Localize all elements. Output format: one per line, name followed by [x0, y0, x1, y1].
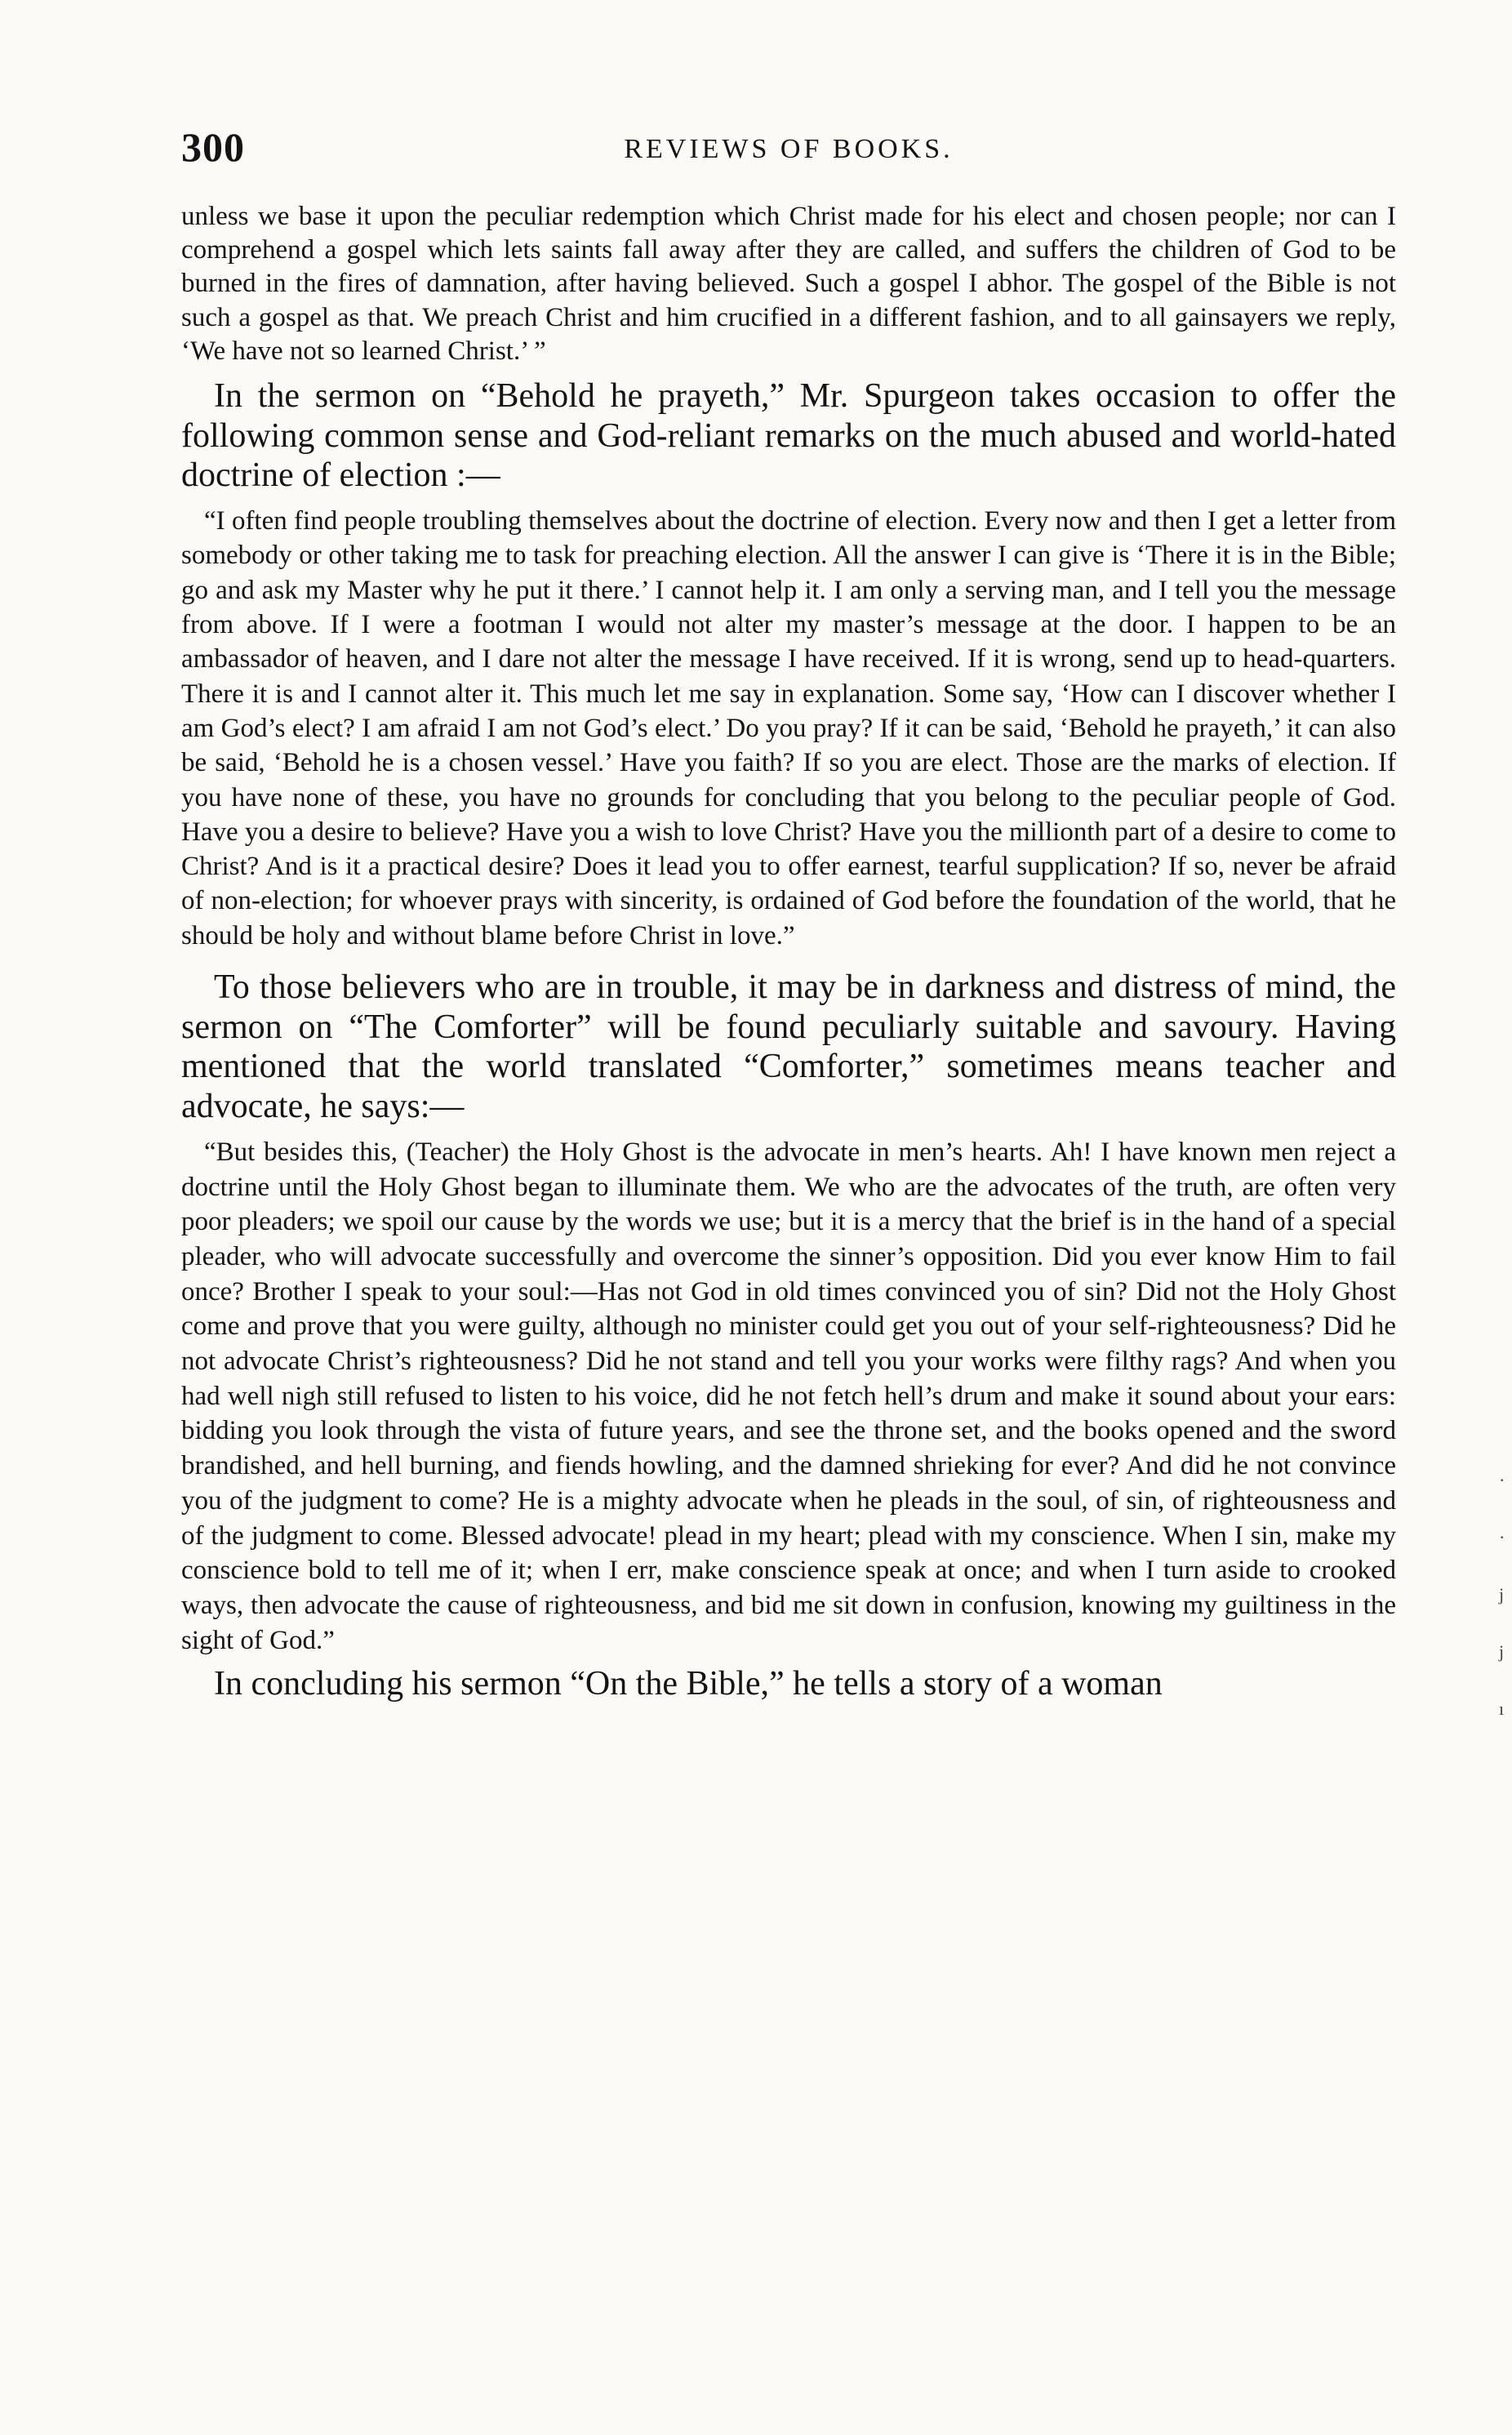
paragraph-comforter-intro: To those believers who are in trouble, it may be in darkness and distress of mind, the sermon on “The Comforter” will be found peculiarly suitable and savoury. Having mentioned that the world translated “Comforter,” sometimes means teacher and advocate, he says:—: [181, 968, 1396, 1126]
margin-mark: ı: [1499, 1698, 1505, 1719]
quote-continuation: unless we base it upon the peculiar redemption which Christ made for his elect and chosen people; nor can I comprehend a gospel which lets saints fall away after they are called, and suffers the children of God to be burned in the fires of damnation, after having believed. Such a gospel I abhor. The gospel of the Bible is not such a gospel as that. We preach Christ and him crucified in a different fashion, and to all gainsayers we reply, ‘We have not so learned Christ.’ ”: [181, 202, 1396, 366]
paragraph-election-intro: In the sermon on “Behold he prayeth,” Mr. Spurgeon takes occasion to offer the following common sense and God-reliant remarks on the much abused and world-hated doctrine of election :—: [181, 377, 1396, 495]
margin-marks: [1499, 1470, 1509, 1756]
quote-election: “I often find people troubling themselves about the doctrine of election. Every now and then I get a letter from somebody or other taking me to task for preaching election. All the answer I can give is ‘There it is in the Bible; go and ask my Master why he put it there.’ I cannot help it. I am only a serving man, and I tell you the message from above. If I were a footman I would not alter my master’s message at the door. I happen to be an ambassador of heaven, and I dare not alter the message I have received. If it is wrong, send up to head-quarters. There it is and I cannot alter it. This much let me say in explanation. Some say, ‘How can I discover whether I am God’s elect? I am afraid I am not God’s elect.’ Do you pray? If it can be said, ‘Behold he prayeth,’ it can also be said, ‘Behold he is a chosen vessel.’ Have you faith? If so you are elect. Those are the marks of election. If you have none of these, you have no grounds for concluding that you belong to the peculiar people of God. Have you a desire to believe? Have you a wish to love Christ? Have you the millionth part of a desire to come to Christ? And is it a practical desire? Does it lead you to offer earnest, tearful supplication? If so, never be afraid of non-election; for whoever prays with sincerity, is ordained of God before the foundation of the world, that he should be holy and without blame before Christ in love.”: [181, 506, 1396, 950]
page-number: 300: [181, 124, 245, 170]
margin-mark: j: [1499, 1641, 1505, 1662]
paragraph-bible-intro: In concluding his sermon “On the Bible,” he tells a story of a woman: [214, 1665, 1163, 1703]
margin-mark: ·: [1499, 1527, 1505, 1547]
quote-comforter: “But besides this, (Teacher) the Holy Ghost is the advocate in men’s hearts. Ah! I have known men reject a doctrine until the Holy Ghost began to illuminate them. We who are the advocates of the truth, are often very poor pleaders; we spoil our cause by the words we use; but it is a mercy that the brief is in the hand of a special pleader, who will advocate successfully and overcome the sinner’s opposition. Did you ever know Him to fail once? Brother I speak to your soul:—Has not God in old times convinced you of sin? Did not the Holy Ghost come and prove that you were guilty, although no minister could get you out of your self-righteousness? Did he not advocate Christ’s righteousness? Did he not stand and tell you your works were filthy rags? And when you had well nigh still refused to listen to his voice, did he not fetch hell’s drum and make it sound about your ears: bidding you look through the vista of future years, and see the throne set, and the books opened and the sword brandished, and hell burning, and fiends howling, and the damned shrieking for ever? And did he not convince you of the judgment to come? He is a mighty advocate when he pleads in the soul, of sin, of righteousness and of the judgment to come. Blessed advocate! plead in my heart; plead with my conscience. When I sin, make my conscience bold to tell me of it; when I err, make conscience speak at once; and when I turn aside to crooked ways, then advocate the cause of righteousness, and bid me sit down in confusion, knowing my guiltiness in the sight of God.”: [181, 1137, 1396, 1655]
running-head: REVIEWS OF BOOKS.: [624, 134, 954, 164]
page-body: [181, 200, 1396, 1704]
page-header: [181, 122, 1396, 180]
margin-mark: j: [1499, 1584, 1505, 1605]
margin-mark: ·: [1499, 1470, 1505, 1490]
